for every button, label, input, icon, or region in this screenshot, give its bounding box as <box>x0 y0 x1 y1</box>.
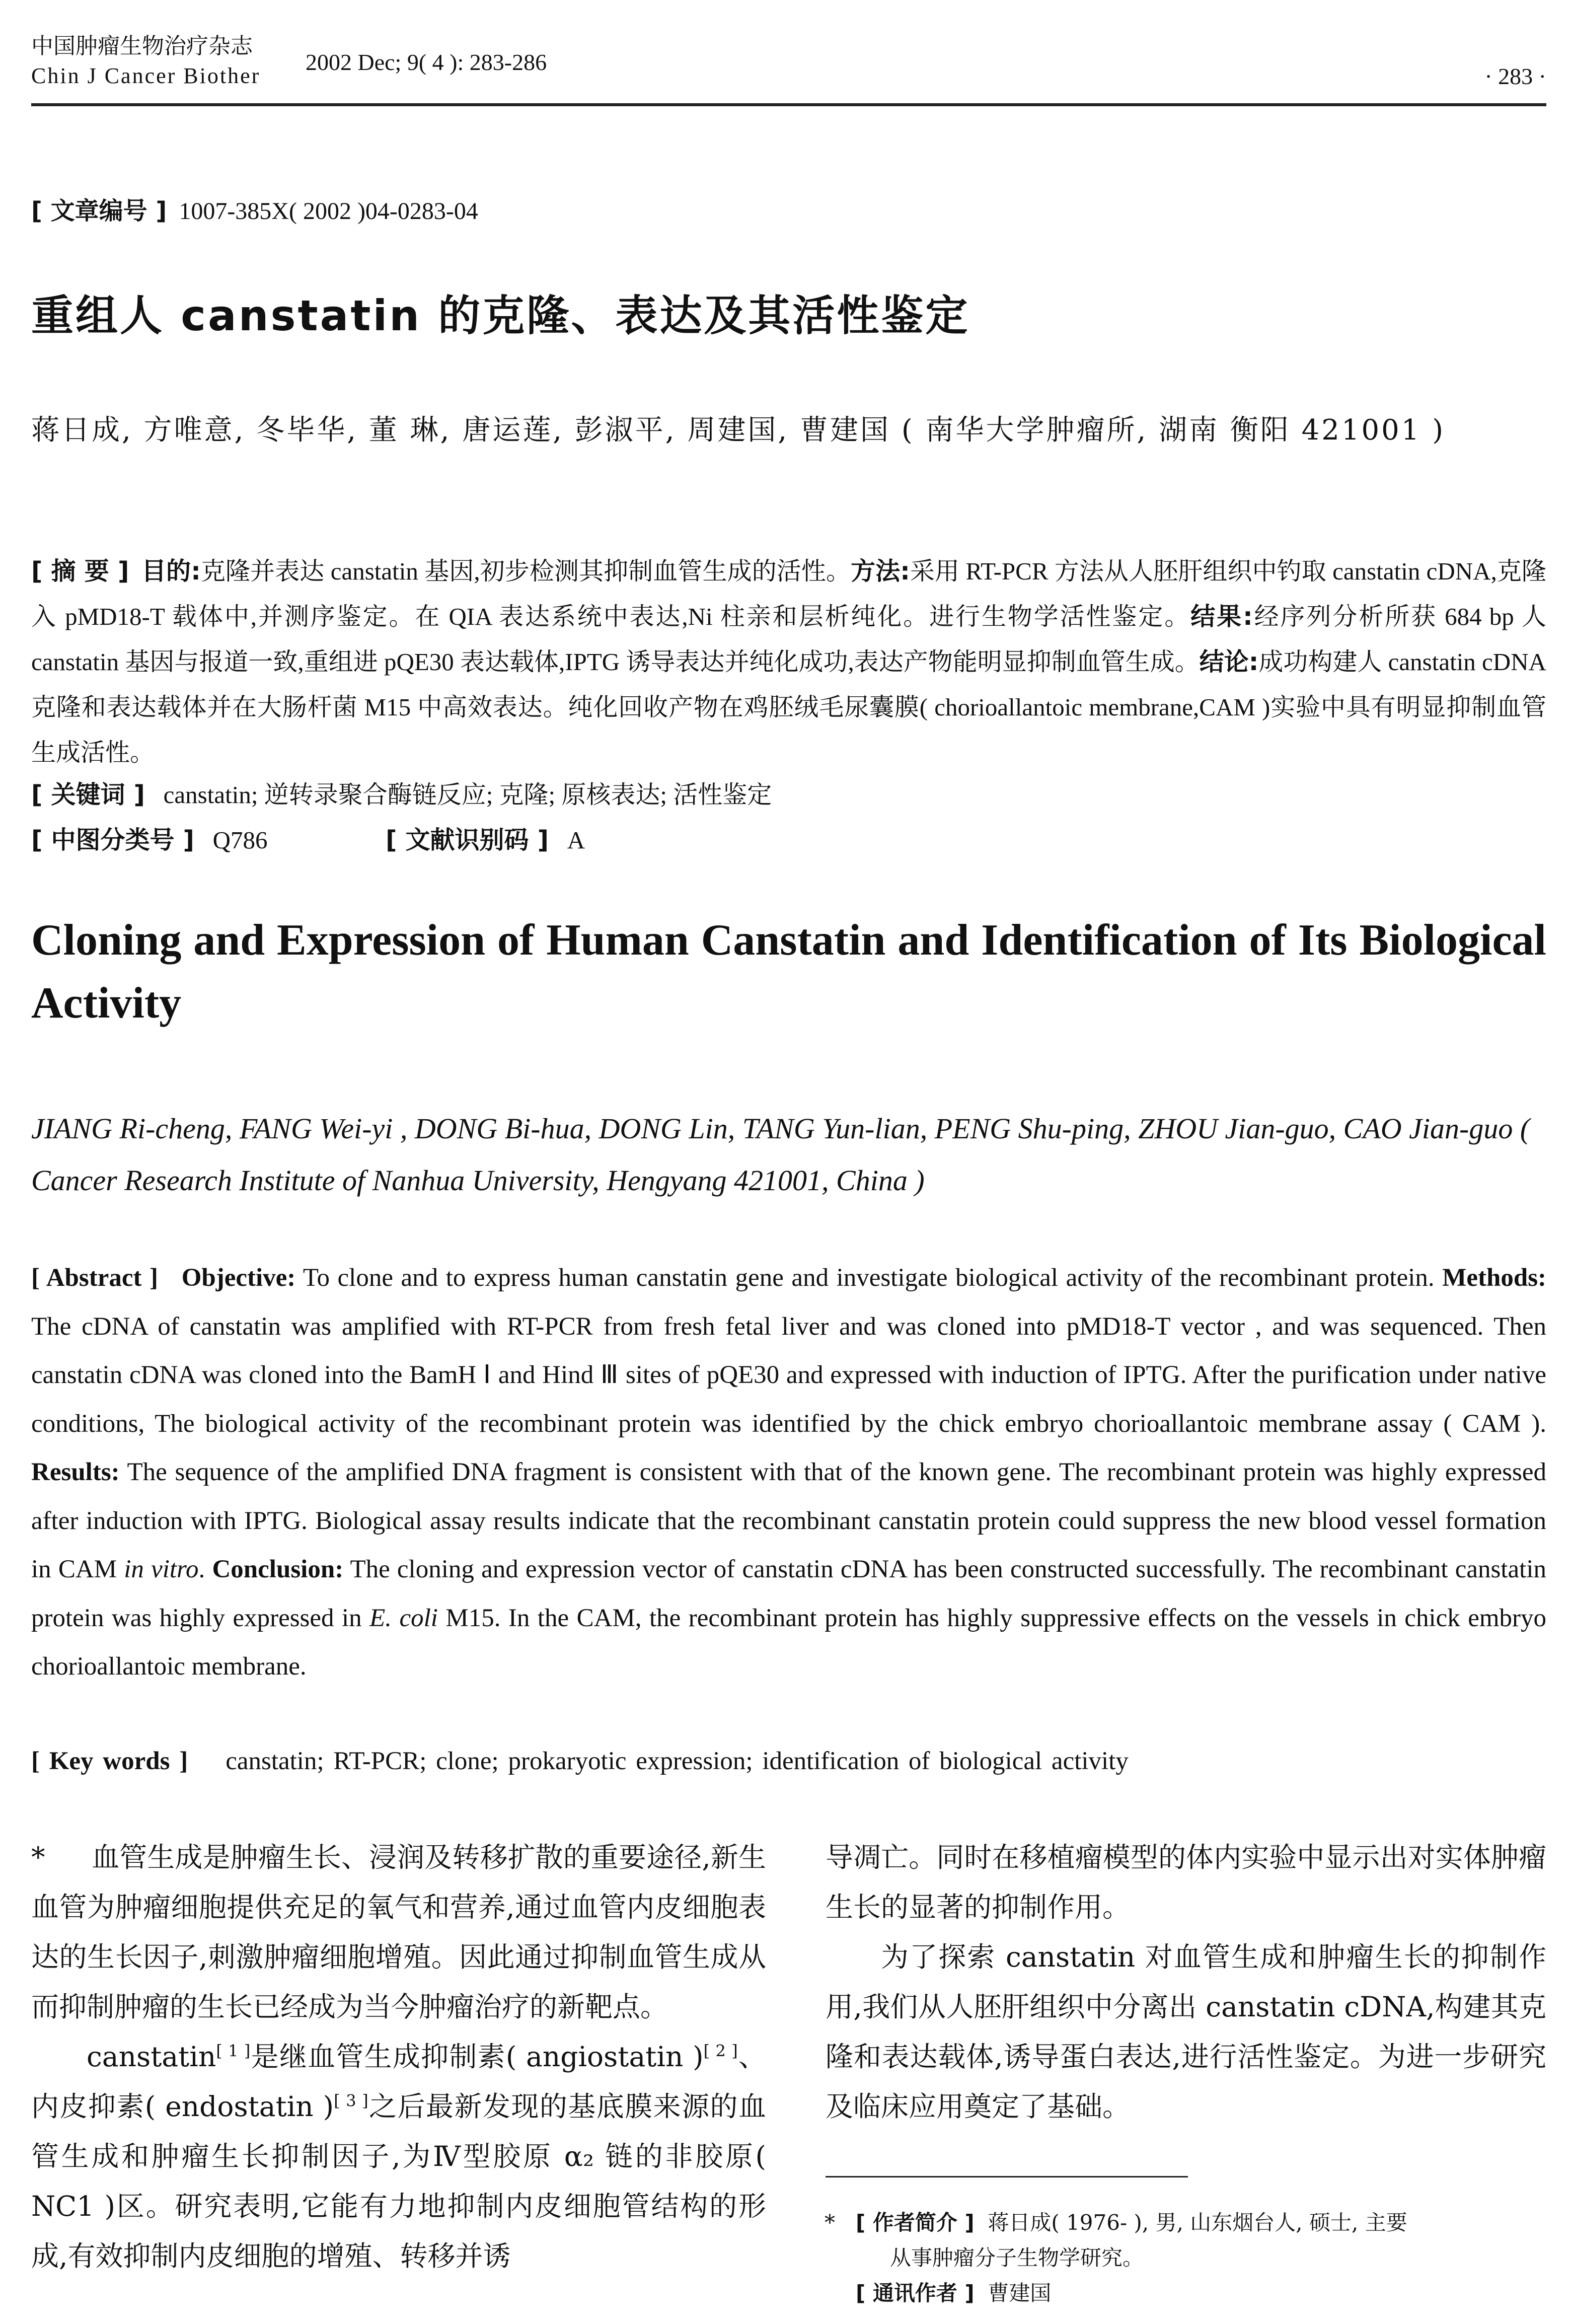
footnote-corresponding <box>856 2276 1546 2311</box>
keywords-cn <box>31 773 1546 817</box>
abstract-cn-objective: 克隆并表达 canstatin 基因,初步检测其抑制血管生成的活性。 <box>200 557 851 585</box>
footnote-author-text-2: 从事肿瘤分子生物学研究。 <box>890 2245 1144 2270</box>
footnote-corr-text: 曹建国 <box>988 2281 1052 2305</box>
class-value: Q786 <box>212 826 268 854</box>
journal-issue: 2002 Dec; 9( 4 ): 283-286 <box>306 49 547 75</box>
title-en: Cloning and Expression of Human Canstatin and Identification of Its Biological Activity <box>31 916 1546 1028</box>
abstract-cn-results: 经序列分析所获 684 bp 人 canstatin 基因与报道一致,重组进 pQE30 表达载体,IPTG 诱导表达并纯化成功,表达产物能明显抑制血管生成。 <box>31 603 1546 676</box>
citation-1[interactable]: [ 1 ] <box>216 2041 251 2061</box>
keywords-cn-label: [ 关键词 ] <box>31 780 145 809</box>
abstract-en-conclusion-label: Conclusion: <box>212 1555 344 1583</box>
abstract-cn <box>31 549 1546 775</box>
keywords-en <box>31 1737 1546 1785</box>
page-header <box>31 28 1546 108</box>
footnote-author-label: [ 作者简介 ] <box>856 2210 975 2235</box>
body-paragraph-2-cont: 导凋亡。同时在移植瘤模型的体内实验中显示出对实体肿瘤生长的显著的抑制作用。 <box>826 1841 1546 1923</box>
article-number-label: [ 文章编号 ] <box>31 197 167 225</box>
abstract-en-methods-label: Methods: <box>1442 1264 1547 1292</box>
footnote-author-text: 蒋日成( 1976- ), 男, 山东烟台人, 硕士, 主要 <box>988 2210 1407 2235</box>
footnote-divider <box>826 2176 1188 2177</box>
body-p2-d: 之后最新发现的基底膜来源的血管生成和肿瘤生长抑制因子,为Ⅳ型胶原 α₂ 链的非胶原( NC1 )区。研究表明,它能有力地抑制内皮细胞管结构的形成,有效抑制内皮细胞的增殖、转移并诱 <box>31 2090 766 2272</box>
body-p2-b: 是继血管生成抑制素( angiostatin ) <box>250 2041 704 2073</box>
footnote <box>825 2205 1546 2311</box>
abstract-en: [ Abstract ] Objective: To clone and to express human canstatin gene and investigate biological activity of the recombinant protein. Methods: The cDNA of canstatin was amplified with RT-PCR from fresh fetal liver and was cloned into pMD18-T vector , and was sequenced. Then canstatin cDNA was cloned into the BamH Ⅰ and Hind Ⅲ sites of pQE30 and expressed with induction of IPTG. After the purification under native conditions, The biological activity of the recombinant protein was identified by the chick embryo chorioallantoic membrane assay ( CAM ). Results: The sequence of the amplified DNA fragment is consistent with that of the known gene. The recombinant protein was highly expressed after induction with IPTG. Biological assay results indicate that the recombinant canstatin protein could suppress the new blood vessel formation in CAM in vitro. Conclusion: The cloning and expression vector of canstatin cDNA has been constructed successfully. The recombinant canstatin protein was highly expressed in E. coli M15. In the CAM, the recombinant protein has highly suppressive effects on the vessels in chick embryo chorioallantoic membrane. <box>31 1264 1547 1681</box>
body-column-right <box>826 1833 1546 2132</box>
footnote-corr-label: [ 通讯作者 ] <box>856 2281 975 2305</box>
authors-cn: 蒋日成, 方唯意, 冬毕华, 董 琳, 唐运莲, 彭淑平, 周建国, 曹建国 ( 南华大学肿瘤所, 湖南 衡阳 421001 ) <box>31 414 1446 447</box>
body-column-left <box>31 1833 766 2281</box>
journal-name-en: Chin J Cancer Biother <box>31 63 261 88</box>
doc-code-value: A <box>567 826 585 854</box>
abstract-en-conclusion-b: M15. In the CAM, the recombinant protein has highly suppressive effects on the vessels in chick embryo chorioallantoic membrane. <box>31 1604 1546 1681</box>
footnote-marker: * <box>31 1841 45 1873</box>
body-paragraph-3: 为了探索 canstatin 对血管生成和肿瘤生长的抑制作用,我们从人胚肝组织中分离出 canstatin cDNA,构建其克隆和表达载体,诱导蛋白表达,进行活性鉴定。为进一步研究及临床应用奠定了基础。 <box>826 1941 1546 2123</box>
abstract-en-ecoli: E. coli <box>369 1604 438 1632</box>
title-cn: 重组人 canstatin 的克隆、表达及其活性鉴定 <box>31 291 970 340</box>
abstract-en-objective-label: Objective: <box>181 1264 296 1292</box>
keywords-cn-value: canstatin; 逆转录聚合酶链反应; 克隆; 原核表达; 活性鉴定 <box>163 781 772 809</box>
abstract-cn-results-label: 结果: <box>1190 602 1253 631</box>
citation-2[interactable]: [ 2 ] <box>703 2041 738 2061</box>
classification <box>31 818 1546 862</box>
abstract-cn-methods-label: 方法: <box>851 557 910 586</box>
abstract-cn-label: [ 摘 要 ] <box>31 557 129 586</box>
abstract-cn-conclusion-label: 结论: <box>1199 647 1259 676</box>
body-p2-c: 、内皮抑素( endostatin ) <box>31 2041 767 2123</box>
abstract-en-results-label: Results: <box>31 1458 120 1486</box>
body-p2-a: canstatin <box>87 2041 216 2073</box>
abstract-en-in-vitro: in vitro <box>124 1555 199 1583</box>
abstract-en-methods: The cDNA of canstatin was amplified with RT-PCR from fresh fetal liver and was cloned into pMD18-T vector , and was sequenced. Then canstatin cDNA was cloned into the BamH Ⅰ and Hind Ⅲ sites of pQE30 and expressed with induction of IPTG. After the purification under native conditions, The biological activity of the recombinant protein was identified by the chick embryo chorioallantoic membrane assay ( CAM ). <box>31 1312 1546 1438</box>
doc-code-label: [ 文献识别码 ] <box>386 826 549 854</box>
abstract-en-label: [ Abstract ] <box>31 1264 159 1292</box>
abstract-cn-objective-label: 目的: <box>141 557 201 586</box>
page-number: · 283 · <box>1484 63 1546 89</box>
authors-en: JIANG Ri-cheng, FANG Wei-yi , DONG Bi-hua, DONG Lin, TANG Yun-lian, PENG Shu-ping, ZHOU Jian-guo, CAO Jian-guo ( Cancer Research Institute of Nanhua University, Hengyang 421001, China ) <box>31 1112 1530 1197</box>
footnote-author <box>856 2205 1546 2276</box>
journal-name-cn: 中国肿瘤生物治疗杂志 <box>31 34 253 58</box>
abstract-en-results: The sequence of the amplified DNA fragment is consistent with that of the known gene. The recombinant protein was highly expressed after induction with IPTG. Biological assay results indicate that the recombinant canstatin protein could suppress the new blood vessel formation in CAM <box>31 1458 1546 1583</box>
citation-3[interactable]: [ 3 ] <box>334 2091 368 2111</box>
body-paragraph-1-text: 血管生成是肿瘤生长、浸润及转移扩散的重要途径,新生血管为肿瘤细胞提供充足的氧气和营养,通过血管内皮细胞表达的生长因子,刺激肿瘤细胞增殖。因此通过抑制血管生成从而抑制肿瘤的生长已经成为当今肿瘤治疗的新靶点。 <box>31 1841 766 2023</box>
class-label: [ 中图分类号 ] <box>31 826 194 854</box>
keywords-en-label: [ Key words ] <box>31 1747 188 1775</box>
footnote-star: * <box>825 2210 835 2235</box>
keywords-en-value: canstatin; RT-PCR; clone; prokaryotic expression; identification of biological activity <box>226 1747 1129 1775</box>
body-paragraph-1 <box>31 1833 766 2032</box>
header-divider <box>31 103 1546 106</box>
body-paragraph-2 <box>31 2032 766 2281</box>
article-number <box>31 191 1546 226</box>
article-number-value: 1007-385X( 2002 )04-0283-04 <box>179 198 478 225</box>
abstract-en-conclusion-a: The cloning and expression vector of canstatin cDNA has been constructed successfully. The recombinant canstatin protein was highly expressed in <box>31 1555 1547 1632</box>
abstract-en-objective: To clone and to express human canstatin gene and investigate biological activity of the recombinant protein. <box>303 1264 1435 1292</box>
abstract-cn-conclusion: 成功构建人 canstatin cDNA 克隆和表达载体并在大肠杆菌 M15 中高效表达。纯化回收产物在鸡胚绒毛尿囊膜( chorioallantoic membrane,CAM )实验中具有明显抑制血管生成活性。 <box>31 648 1546 766</box>
abstract-cn-methods: 采用 RT-PCR 方法从人胚肝组织中钓取 canstatin cDNA,克隆入 pMD18-T 载体中,并测序鉴定。在 QIA 表达系统中表达,Ni 柱亲和层析纯化。进行生物学活性鉴定。 <box>31 557 1547 630</box>
